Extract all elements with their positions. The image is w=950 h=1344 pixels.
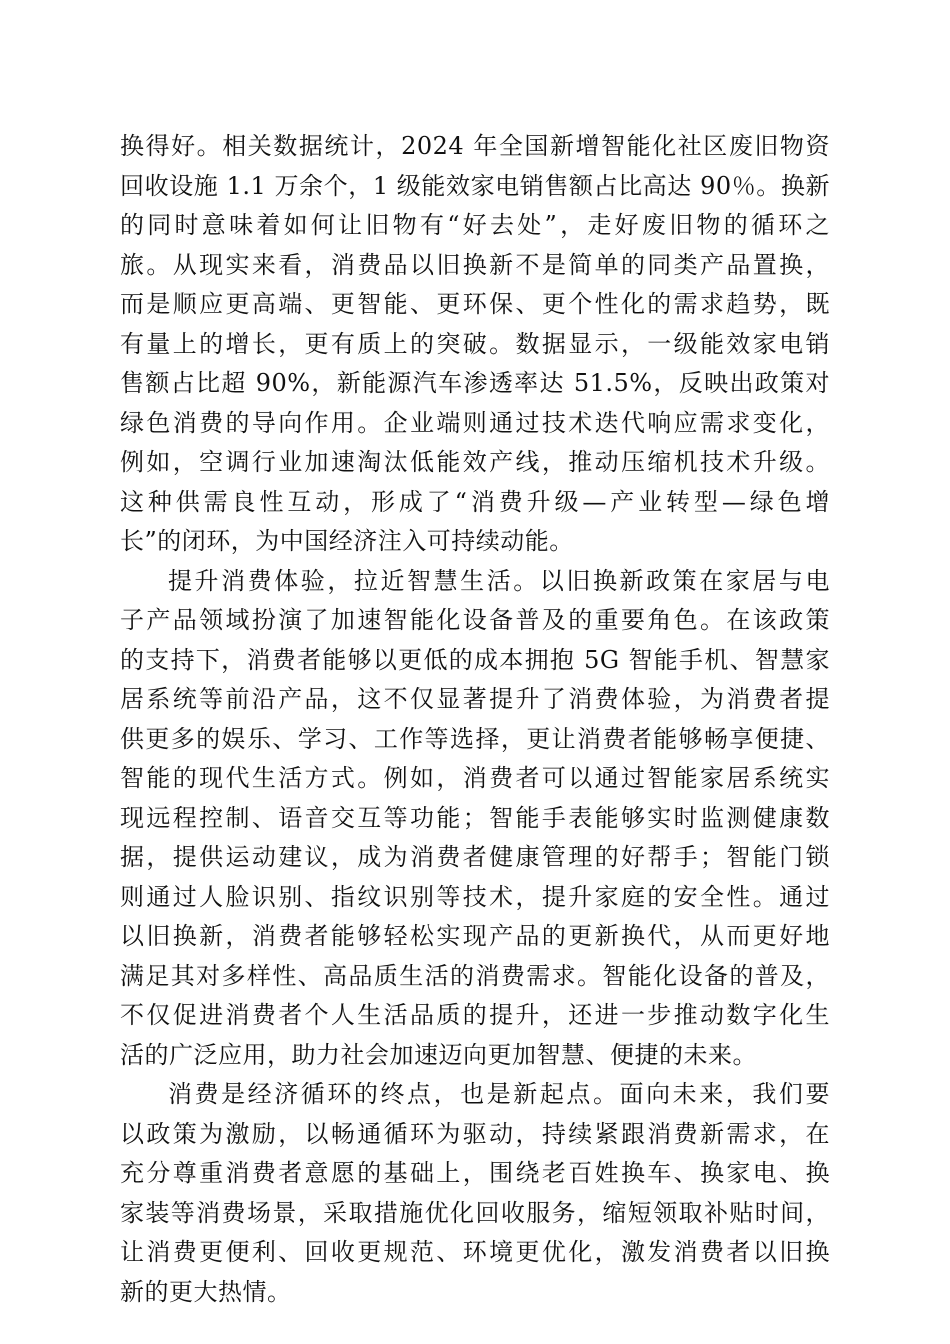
text-line: 例如，空调行业加速淘汰低能效产线，推动压缩机技术升级。 xyxy=(120,448,830,476)
text-line: 以政策为激励，以畅通循环为驱动，持续紧跟消费新需求，在 xyxy=(120,1119,830,1148)
text-line: 满足其对多样性、高品质生活的消费需求。智能化设备的普及， xyxy=(120,961,830,990)
text-line: 售额占比超 90%，新能源汽车渗透率达 51.5%，反映出政策对 xyxy=(120,369,830,397)
text-line: 以旧换新，消费者能够轻松实现产品的更新换代，从而更好地 xyxy=(120,922,830,950)
paragraph-2 xyxy=(120,562,830,1076)
document-body xyxy=(120,127,830,1312)
paragraph-1 xyxy=(120,127,830,562)
text-line: 回收设施 1.1 万余个，1 级能效家电销售额占比高达 90％。换新 xyxy=(120,171,830,200)
text-line: 的同时意味着如何让旧物有“好去处”，走好废旧物的循环之 xyxy=(120,211,830,239)
text-line: 让消费更便利、回收更规范、环境更优化，激发消费者以旧换 xyxy=(120,1238,830,1266)
text-line: 据，提供运动建议，成为消费者健康管理的好帮手；智能门锁 xyxy=(120,843,830,871)
text-line: 新的更大热情。 xyxy=(120,1277,292,1306)
text-line: 居系统等前沿产品，这不仅显著提升了消费体验，为消费者提 xyxy=(120,685,830,713)
text-line: 这种供需良性互动，形成了“消费升级—产业转型—绿色增 xyxy=(120,487,830,516)
text-line: 智能的现代生活方式。例如，消费者可以通过智能家居系统实 xyxy=(120,764,830,792)
text-line: 则通过人脸识别、指纹识别等技术，提升家庭的安全性。通过 xyxy=(120,882,830,911)
text-line: 消费是经济循环的终点，也是新起点。面向未来，我们要 xyxy=(168,1080,830,1108)
text-line: 有量上的增长，更有质上的突破。数据显示，一级能效家电销 xyxy=(120,329,830,358)
text-line: 提升消费体验，拉近智慧生活。以旧换新政策在家居与电 xyxy=(168,566,830,595)
text-line: 长”的闭环，为中国经济注入可持续动能。 xyxy=(120,527,574,555)
text-line: 的支持下，消费者能够以更低的成本拥抱 5G 智能手机、智慧家 xyxy=(120,645,830,674)
paragraph-3 xyxy=(120,1075,830,1312)
text-line: 旅。从现实来看，消费品以旧换新不是简单的同类产品置换， xyxy=(120,250,830,279)
text-line: 供更多的娱乐、学习、工作等选择，更让消费者能够畅享便捷、 xyxy=(120,724,830,753)
text-line: 充分尊重消费者意愿的基础上，围绕老百姓换车、换家电、换 xyxy=(120,1159,830,1187)
text-line: 不仅促进消费者个人生活品质的提升，还进一步推动数字化生 xyxy=(120,1001,830,1029)
text-line: 现远程控制、语音交互等功能；智能手表能够实时监测健康数 xyxy=(120,803,830,832)
text-line: 换得好。相关数据统计，2024 年全国新增智能化社区废旧物资 xyxy=(120,132,830,160)
text-line: 子产品领域扮演了加速智能化设备普及的重要角色。在该政策 xyxy=(120,606,830,634)
text-line: 而是顺应更高端、更智能、更环保、更个性化的需求趋势，既 xyxy=(120,290,830,318)
text-line: 活的广泛应用，助力社会加速迈向更加智慧、便捷的未来。 xyxy=(120,1040,757,1069)
text-line: 家装等消费场景，采取措施优化回收服务，缩短领取补贴时间， xyxy=(120,1198,830,1227)
text-line: 绿色消费的导向作用。企业端则通过技术迭代响应需求变化， xyxy=(120,408,830,437)
